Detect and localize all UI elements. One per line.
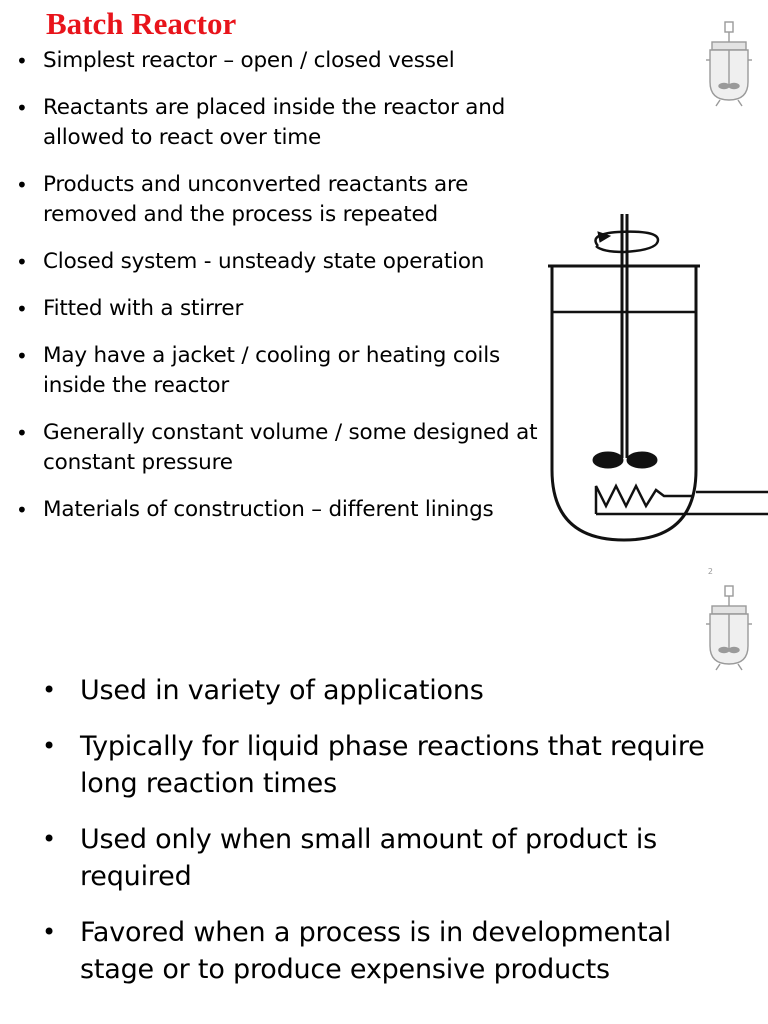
bullet-text: Fitted with a stirrer — [43, 296, 244, 321]
bullet-icon: • — [42, 825, 56, 853]
reactor-thumbnail-icon — [700, 584, 758, 672]
bullet-icon: • — [16, 96, 28, 120]
bullet-icon: • — [42, 732, 56, 760]
list-item — [0, 170, 540, 230]
bullet-text: Closed system - unsteady state operation — [43, 249, 485, 274]
slide-batch-reactor-uses — [0, 582, 768, 1024]
list-item — [0, 93, 540, 153]
list-item — [0, 341, 540, 401]
bullet-text: Typically for liquid phase reactions that require long reaction times — [80, 731, 705, 799]
bullet-text: Reactants are placed inside the reactor and allowed to react over time — [43, 95, 506, 150]
slide-title: Batch Reactor — [46, 6, 237, 41]
list-item — [0, 247, 540, 277]
bullet-icon: • — [16, 173, 28, 197]
list-item — [0, 728, 720, 802]
bullet-list — [0, 672, 720, 1007]
list-item — [0, 294, 540, 324]
list-item — [0, 672, 720, 709]
bullet-icon: • — [16, 297, 28, 321]
bullet-icon: • — [42, 676, 56, 704]
list-item — [0, 914, 720, 988]
bullet-icon: • — [42, 918, 56, 946]
bullet-text: Products and unconverted reactants are removed and the process is repeated — [43, 172, 469, 227]
batch-reactor-diagram — [540, 210, 768, 550]
bullet-text: Used in variety of applications — [80, 675, 484, 706]
list-item — [0, 46, 540, 76]
bullet-text: Materials of construction – different linings — [43, 497, 494, 522]
list-item — [0, 821, 720, 895]
bullet-icon: • — [16, 250, 28, 274]
bullet-icon: • — [16, 498, 28, 522]
list-item — [0, 495, 540, 525]
bullet-text: Simplest reactor – open / closed vessel — [43, 48, 455, 73]
bullet-text: May have a jacket / cooling or heating coils inside the reactor — [43, 343, 500, 398]
bullet-icon: • — [16, 344, 28, 368]
slide-number: 2 — [707, 567, 713, 576]
list-item — [0, 418, 540, 478]
reactor-thumbnail-icon — [700, 20, 758, 108]
bullet-icon: • — [16, 421, 28, 445]
bullet-list — [0, 46, 540, 542]
bullet-icon: • — [16, 49, 28, 73]
bullet-text: Generally constant volume / some designed at constant pressure — [43, 420, 538, 475]
bullet-text: Used only when small amount of product is required — [80, 824, 658, 892]
bullet-text: Favored when a process is in developmental stage or to produce expensive products — [80, 917, 672, 985]
